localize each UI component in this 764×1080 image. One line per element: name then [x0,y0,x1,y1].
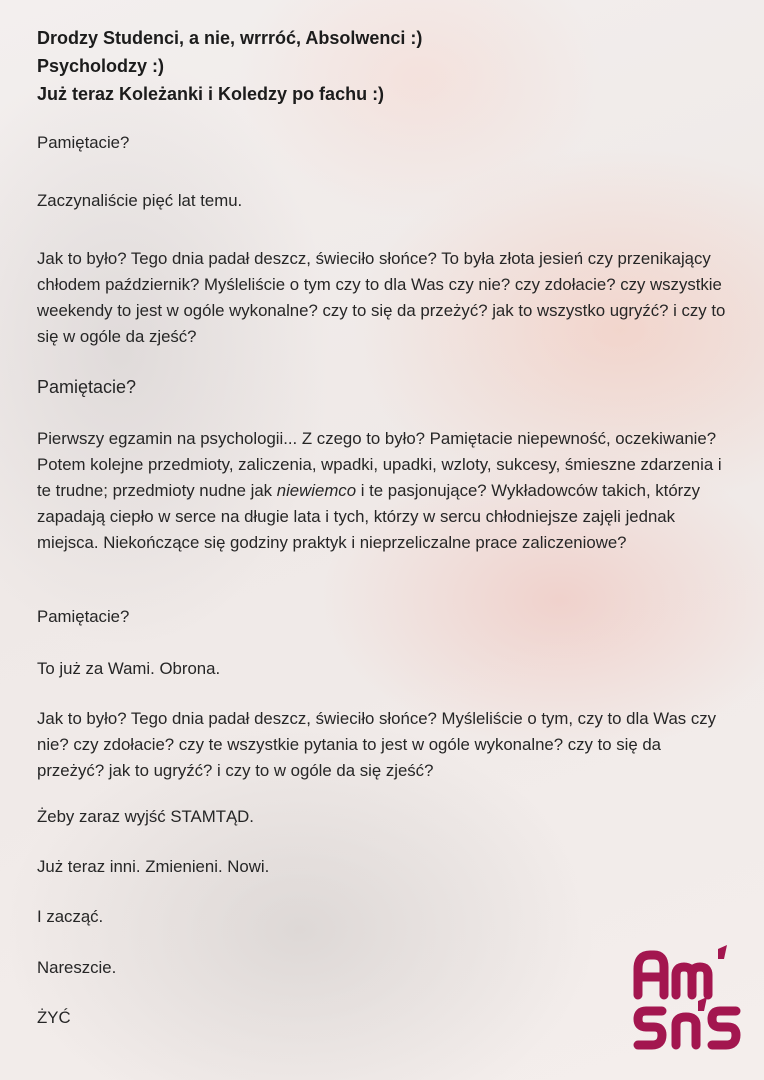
paragraph-remember-2: Pamiętacie? [37,377,137,397]
ams-logo-icon [632,945,744,1060]
paragraph-defence: To już za Wami. Obrona. [37,659,221,678]
paragraph-changed: Już teraz inni. Zmienieni. Nowi. [37,857,270,876]
paragraph-first-exam-italic: niewiemco [276,481,357,500]
paragraph-finally: Nareszcie. [37,958,117,977]
heading-line-1: Drodzy Studenci, a nie, wrrróć, Absolwenci :) [37,28,423,48]
paragraph-how-was-it-1: Jak to było? Tego dnia padał deszcz, świeciło słońce? To była złota jesień czy przenikający chłodem październik? Myśleliście o tym czy to dla Was czy nie? czy zdołacie? czy wszystkie weekendy to jest w ogóle wykonalne? czy to się da przeżyć? jak to wszystko ugryźć? i czy to się w ogóle da zjeść? [37,249,726,346]
paragraph-live: ŻYĆ [37,1008,71,1027]
paragraph-first-exam [37,426,727,556]
paragraph-first-exam-part-2: i te pasjonujące? Wykładowców takich, którzy zapadają ciepło w serce na długie lata i tych, którzy w sercu chłodniejsze zajęli jednak miejsca. Niekończące się godziny praktyk i nieprzeliczalne prace zaliczeniowe? [37,481,701,552]
paragraph-how-was-it-2: Jak to było? Tego dnia padał deszcz, świeciło słońce? Myśleliście o tym, czy to dla Was czy nie? czy zdołacie? czy te wszystkie pytania to jest w ogóle wykonalne? czy to się da przeżyć? jak to ugryźć? i czy to w ogóle da się zjeść? [37,709,717,780]
paragraph-remember-3: Pamiętacie? [37,607,130,626]
heading-line-3: Już teraz Koleżanki i Koledzy po fachu :) [37,84,385,104]
paragraph-begin: I zacząć. [37,907,104,926]
paragraph-leave: Żeby zaraz wyjść STAMTĄD. [37,807,254,826]
paragraph-started: Zaczynaliście pięć lat temu. [37,191,243,210]
paragraph-first-exam-part-1: Pierwszy egzamin na psychologii... Z czego to było? Pamiętacie niepewność, oczekiwanie? Potem kolejne przedmioty, zaliczenia, wpadki, upadki, wzloty, sukcesy, śmieszne zdarzenia i te trudne; przedmioty nudne jak [37,429,722,500]
heading-line-2: Psycholodzy :) [37,56,165,76]
paragraph-remember-1: Pamiętacie? [37,133,130,152]
